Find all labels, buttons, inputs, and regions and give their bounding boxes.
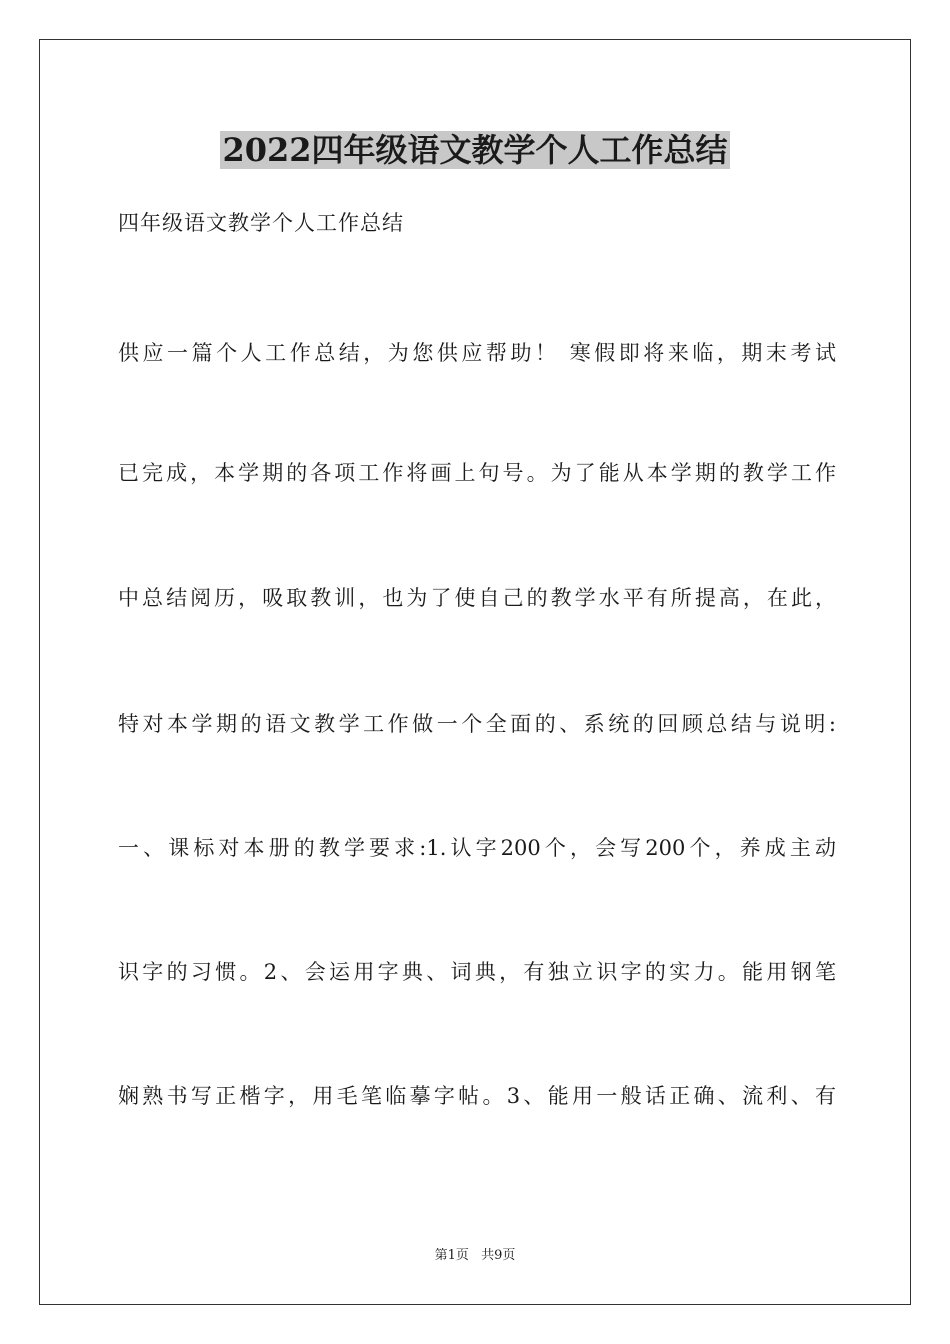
body-line-3: 中总结阅历，吸取教训，也为了使自己的教学水平有所提高，在此， xyxy=(118,586,836,610)
body-line-6: 识字的习惯。2、会运用字典、词典，有独立识字的实力。能用钢笔 xyxy=(118,960,836,984)
body-line-1: 供应一篇个人工作总结，为您供应帮助！ 寒假即将来临，期末考试 xyxy=(118,341,836,365)
page-footer xyxy=(0,1247,950,1265)
body-line-4: 特对本学期的语文教学工作做一个全面的、系统的回顾总结与说明: xyxy=(118,712,836,736)
document-subtitle: 四年级语文教学个人工作总结 xyxy=(118,211,404,235)
body-line-2: 已完成，本学期的各项工作将画上句号。为了能从本学期的教学工作 xyxy=(118,461,836,485)
page-number-current: 第1页 xyxy=(434,1248,469,1263)
document-title-text: 2022四年级语文教学个人工作总结 xyxy=(222,131,728,169)
document-title xyxy=(0,128,950,172)
body-line-5: 一、课标对本册的教学要求:1.认字200个，会写200个，养成主动 xyxy=(118,836,836,860)
body-line-7: 娴熟书写正楷字，用毛笔临摹字帖。3、能用一般话正确、流利、有 xyxy=(118,1084,836,1108)
page-number-total: 共9页 xyxy=(481,1248,516,1263)
